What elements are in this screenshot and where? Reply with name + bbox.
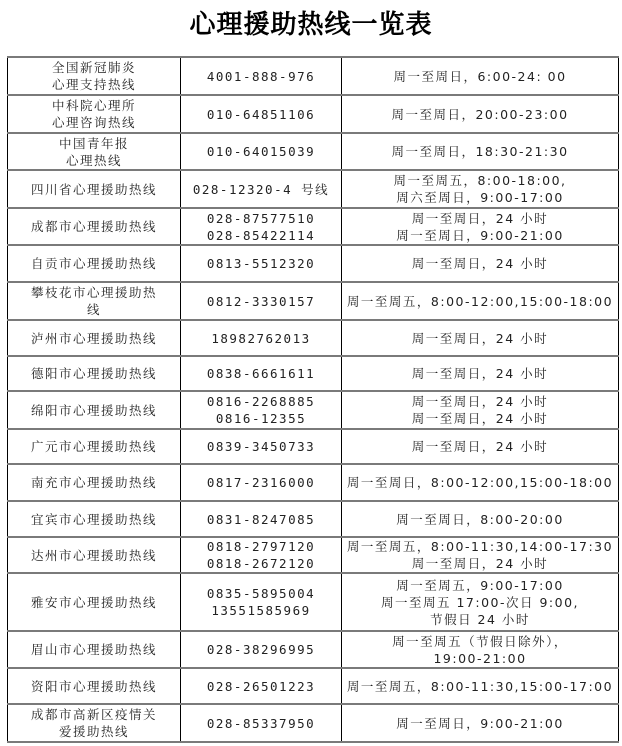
- hotline-hours-line: 周一至周日，24 小时: [411, 330, 549, 346]
- table-row: [8, 208, 619, 245]
- hotline-name-line: 中科院心理所: [51, 98, 136, 113]
- hotline-name-line: 四川省心理援助热线: [30, 181, 157, 197]
- hotline-phone-line: 0818-2672120: [206, 556, 316, 571]
- hotline-name-line: 心理支持热线: [51, 77, 136, 92]
- hotline-name: [8, 208, 181, 245]
- table-row: [8, 668, 619, 704]
- hotline-phone: [181, 391, 342, 429]
- hotline-hours-line: 周一至周日，24 小时: [411, 394, 549, 409]
- hotline-phone-line: 0816-12355: [215, 411, 307, 426]
- table-row: [8, 282, 619, 320]
- hotline-hours-line: 周一至周五，9:00-17:00: [396, 577, 564, 593]
- hotline-name-line: 中国青年报: [58, 135, 129, 151]
- hotline-phone-line: 0812-3330157: [206, 293, 316, 309]
- hotline-phone-line: 0835-5895004: [206, 586, 316, 601]
- hotline-hours-line: 周一至周日，9:00-21:00: [396, 227, 564, 243]
- hotline-phone-line: 010-64015039: [206, 144, 316, 159]
- hotline-name-line: 雅安市心理援助热线: [30, 594, 157, 610]
- hotline-hours: [342, 704, 619, 742]
- table-row: [8, 245, 619, 282]
- hotline-hours: [342, 501, 619, 537]
- hotline-name-line: 全国新冠肺炎: [51, 60, 136, 75]
- hotline-phone: [181, 282, 342, 320]
- table-row: [8, 573, 619, 631]
- table-row: [8, 170, 619, 208]
- hotline-hours-line: 周一至周日，8:00-12:00,15:00-18:00: [346, 475, 614, 490]
- hotline-hours: [342, 133, 619, 170]
- hotline-hours-line: 周一至周五（节假日除外），: [392, 633, 568, 649]
- hotline-phone-line: 0817-2316000: [206, 475, 316, 490]
- table-row: [8, 391, 619, 429]
- table-row: [8, 57, 619, 95]
- hotline-phone: [181, 133, 342, 170]
- hotline-hours-line: 周一至周五 17:00-次日 9:00,: [380, 594, 580, 610]
- hotline-name-line: 德阳市心理援助热线: [30, 366, 157, 381]
- hotline-name-line: 线: [86, 302, 101, 317]
- hotline-hours: [342, 631, 619, 668]
- hotline-hours-line: 周六至周日，9:00-17:00: [396, 190, 564, 205]
- hotline-name: [8, 133, 181, 170]
- hotline-hours: [342, 208, 619, 245]
- hotline-name: [8, 170, 181, 208]
- hotline-hours: [342, 245, 619, 282]
- hotline-phone: [181, 668, 342, 704]
- table-row: [8, 95, 619, 133]
- hotline-name: [8, 282, 181, 320]
- hotline-hours: [342, 356, 619, 391]
- table-row: [8, 704, 619, 742]
- table-row: [8, 356, 619, 391]
- hotline-phone-line: 028-85422114: [206, 227, 316, 243]
- table-row: [8, 464, 619, 501]
- hotline-name-line: 爱援助热线: [58, 724, 129, 739]
- hotline-name: [8, 573, 181, 631]
- hotline-hours: [342, 57, 619, 95]
- hotline-hours: [342, 668, 619, 704]
- hotline-hours-line: 周一至周日，24 小时: [411, 210, 549, 226]
- hotline-phone-line: 028-26501223: [206, 678, 316, 694]
- hotline-phone: [181, 170, 342, 208]
- hotline-phone: [181, 208, 342, 245]
- hotline-phone-line: 0831-8247085: [206, 511, 316, 527]
- hotline-hours: [342, 170, 619, 208]
- hotline-hours: [342, 464, 619, 501]
- hotline-phone-line: 028-85337950: [206, 715, 316, 731]
- hotline-name: [8, 95, 181, 133]
- hotline-hours-line: 周一至周日，8:00-20:00: [396, 511, 564, 527]
- hotline-name: [8, 356, 181, 391]
- hotline-phone-line: 028-87577510: [206, 210, 316, 226]
- hotline-phone: [181, 631, 342, 668]
- table-row: [8, 320, 619, 356]
- table-row: [8, 429, 619, 464]
- hotline-phone-line: 028-12320-4 号线: [192, 181, 330, 197]
- hotline-phone: [181, 57, 342, 95]
- hotline-phone: [181, 245, 342, 282]
- hotline-name-line: 眉山市心理援助热线: [30, 642, 157, 657]
- hotline-phone-line: 0816-2268885: [206, 394, 316, 409]
- hotline-hours: [342, 320, 619, 356]
- hotline-hours-line: 周一至周日，20:00-23:00: [391, 106, 569, 122]
- hotline-name: [8, 668, 181, 704]
- hotline-phone: [181, 429, 342, 464]
- hotline-name-line: 宜宾市心理援助热线: [30, 511, 157, 527]
- hotline-phone-line: 13551585969: [211, 603, 311, 618]
- hotline-name-line: 成都市高新区疫情关: [30, 707, 157, 722]
- hotline-name: [8, 704, 181, 742]
- table-row: [8, 501, 619, 537]
- hotline-phone-line: 0818-2797120: [206, 539, 316, 554]
- hotline-hours: [342, 537, 619, 573]
- hotline-name-line: 绵阳市心理援助热线: [30, 402, 157, 418]
- hotline-name: [8, 57, 181, 95]
- hotline-name-line: 自贡市心理援助热线: [30, 256, 157, 271]
- hotline-phone-line: 010-64851106: [206, 106, 316, 122]
- hotline-hours-line: 周一至周日，9:00-21:00: [396, 715, 564, 731]
- hotline-phone-line: 18982762013: [211, 330, 311, 346]
- hotline-hours-line: 节假日 24 小时: [430, 611, 530, 627]
- hotline-phone-line: 0839-3450733: [206, 439, 316, 454]
- hotline-name-line: 心理热线: [65, 152, 122, 168]
- hotline-hours-line: 周一至周日，24 小时: [411, 439, 549, 454]
- hotline-hours-line: 周一至周日，18:30-21:30: [391, 144, 569, 159]
- hotline-name-line: 资阳市心理援助热线: [30, 678, 157, 694]
- hotline-hours: [342, 282, 619, 320]
- hotline-hours: [342, 391, 619, 429]
- hotline-name: [8, 501, 181, 537]
- hotline-name-line: 泸州市心理援助热线: [30, 330, 157, 346]
- hotline-phone: [181, 704, 342, 742]
- hotline-hours-line: 周一至周日，24 小时: [411, 556, 549, 571]
- hotline-hours-line: 周一至周五，8:00-11:30,15:00-17:00: [346, 678, 614, 694]
- hotline-name-line: 达州市心理援助热线: [30, 547, 157, 563]
- hotline-hours: [342, 95, 619, 133]
- hotline-hours-line: 周一至周五，8:00-12:00,15:00-18:00: [346, 293, 614, 309]
- hotline-phone-line: 4001-888-976: [206, 68, 316, 84]
- hotline-name: [8, 245, 181, 282]
- hotline-hours-line: 周一至周日，6:00-24: 00: [393, 68, 567, 84]
- hotline-hours-line: 19:00-21:00: [433, 650, 527, 666]
- hotline-hours-line: 周一至周日，24 小时: [411, 366, 549, 381]
- hotline-phone: [181, 573, 342, 631]
- hotline-name-line: 南充市心理援助热线: [30, 475, 157, 490]
- table-row: [8, 631, 619, 668]
- hotline-name-line: 广元市心理援助热线: [30, 439, 157, 454]
- hotline-name: [8, 429, 181, 464]
- hotline-name-line: 攀枝花市心理援助热: [30, 285, 157, 300]
- hotline-name: [8, 464, 181, 501]
- hotline-phone-line: 028-38296995: [206, 642, 316, 657]
- hotline-name: [8, 537, 181, 573]
- hotline-phone-line: 0838-6661611: [206, 366, 316, 381]
- hotline-hours-line: 周一至周日，24 小时: [411, 256, 549, 271]
- hotline-table: [7, 56, 619, 743]
- table-row: [8, 537, 619, 573]
- hotline-hours-line: 周一至周五，8:00-18:00,: [393, 173, 567, 188]
- hotline-phone: [181, 537, 342, 573]
- hotline-name: [8, 631, 181, 668]
- hotline-phone: [181, 501, 342, 537]
- hotline-hours-line: 周一至周日，24 小时: [411, 411, 549, 426]
- hotline-name-line: 心理咨询热线: [51, 115, 136, 130]
- hotline-hours-line: 周一至周五，8:00-11:30,14:00-17:30: [346, 539, 614, 554]
- hotline-name: [8, 320, 181, 356]
- hotline-phone: [181, 356, 342, 391]
- hotline-name: [8, 391, 181, 429]
- hotline-name-line: 成都市心理援助热线: [30, 219, 157, 234]
- page-title: 心理援助热线一览表: [189, 10, 433, 40]
- table-row: [8, 133, 619, 170]
- hotline-phone: [181, 320, 342, 356]
- hotline-hours: [342, 573, 619, 631]
- hotline-hours: [342, 429, 619, 464]
- hotline-phone-line: 0813-5512320: [206, 256, 316, 271]
- hotline-phone: [181, 464, 342, 501]
- hotline-phone: [181, 95, 342, 133]
